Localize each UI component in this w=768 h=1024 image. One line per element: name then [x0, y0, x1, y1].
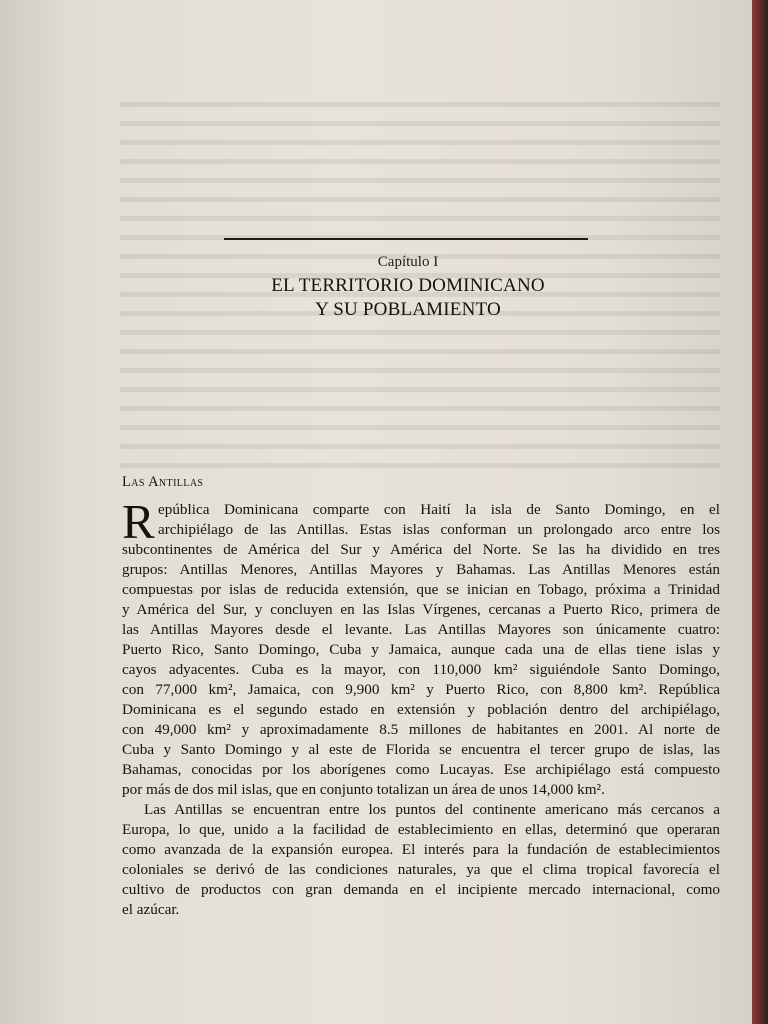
chapter-title	[190, 274, 626, 322]
text-line: Puerto Rico, Santo Domingo, Cuba y Jamaica, aunque cada una de ellas tiene islas y	[122, 641, 720, 658]
text-line: por más de dos mil islas, que en conjunto totalizan un área de unos 14,000 km².	[122, 781, 605, 798]
text-line: archipiélago de las Antillas. Estas islas conforman un prolongado arco entre los	[158, 521, 720, 538]
text-line: coloniales se derivó de las condiciones naturales, ya que el clima tropical favorecía el	[122, 861, 720, 878]
chapter-rule	[224, 238, 588, 240]
text-line: y América del Sur, y concluyen en las Islas Vírgenes, cercanas a Puerto Rico, primera de	[122, 601, 720, 618]
body-text	[122, 494, 720, 920]
text-line: con 77,000 km², Jamaica, con 9,900 km² y Puerto Rico, con 8,800 km². República	[122, 681, 720, 698]
text-line: como avanzada de la expansión europea. El interés para la fundación de establecimientos	[122, 841, 720, 858]
text-line: las Antillas Mayores desde el levante. Las Antillas Mayores son únicamente cuatro:	[122, 621, 720, 638]
section-heading: Las Antillas	[122, 474, 204, 490]
text-line: Bahamas, conocidas por los aborígenes como Lucayas. Ese archipiélago está compuesto	[122, 761, 720, 778]
chapter-label: Capítulo I	[377, 254, 439, 270]
text-line: epública Dominicana comparte con Haití la isla de Santo Domingo, en el	[158, 501, 720, 518]
text-line: subcontinentes de América del Sur y América del Norte. Se las ha dividido en tres	[122, 541, 720, 558]
text-line: Las Antillas se encuentran entre los puntos del continente americano más cercanos a	[144, 801, 720, 818]
text-line: grupos: Antillas Menores, Antillas Mayores y Bahamas. Las Antillas Menores están	[122, 561, 720, 578]
text-line: el azúcar.	[122, 901, 180, 918]
text-line: Europa, lo que, unido a la facilidad de establecimiento en ellas, determinó que operaran	[122, 821, 720, 838]
text-line: Cuba y Santo Domingo y al este de Florida se encuentra el tercer grupo de islas, las	[122, 741, 720, 758]
chapter-title-line-1: EL TERRITORIO DOMINICANO	[271, 275, 545, 296]
text-line: cayos adyacentes. Cuba es la mayor, con 110,000 km² siguiéndole Santo Domingo,	[122, 661, 720, 678]
chapter-title-line-2: Y SU POBLAMIENTO	[315, 299, 501, 320]
text-line: con 49,000 km² y aproximadamente 8.5 millones de habitantes en 2001. Al norte de	[122, 721, 720, 738]
book-page-edge	[752, 0, 768, 1024]
text-line: Dominicana es el segundo estado en extensión y población dentro del archipiélago,	[122, 701, 720, 718]
text-line: compuestas por islas de reducida extensión, que se inician en Tobago, próxima a Trinidad	[122, 581, 720, 598]
text-line: cultivo de productos con gran demanda en el incipiente mercado internacional, como	[122, 881, 720, 898]
drop-cap: R	[122, 494, 155, 549]
